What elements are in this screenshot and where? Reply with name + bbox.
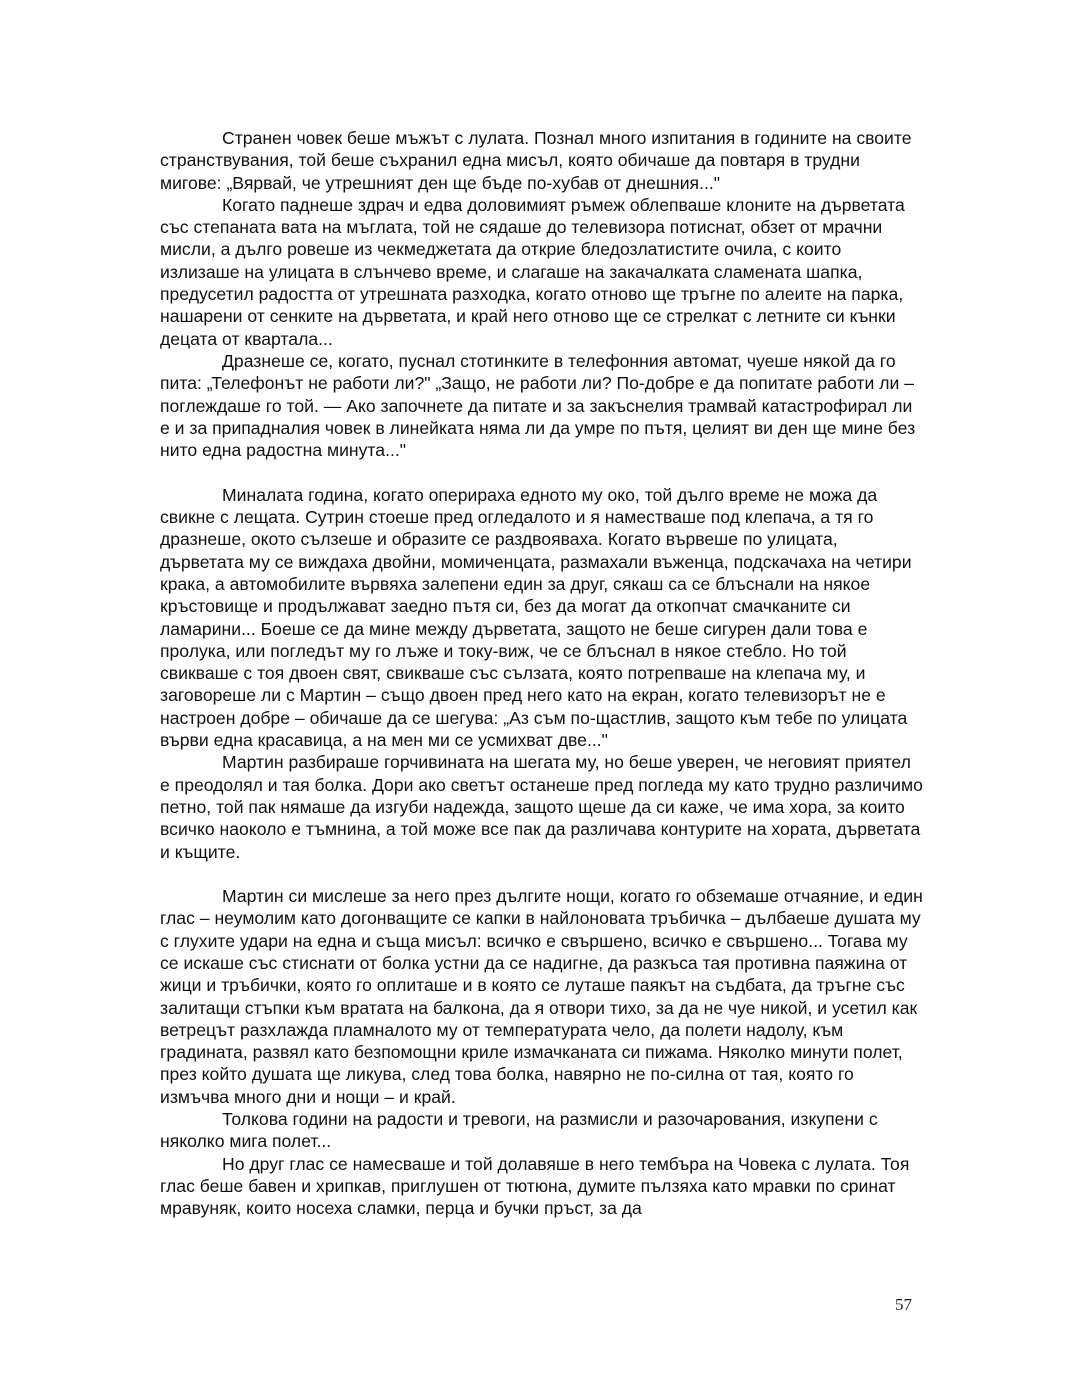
paragraph-2: Когато паднеше здрач и едва доловимият ръмеж облепваше клоните на дърветата със степаната вата на мъглата, той не сядаше до телевизора потиснат, обзет от мрачни мисли, а дълго ровеше из чекмеджетата да открие бледозлатистите очила, с които излизаше на улицата в слънчево време, и слагаше на закачалката сламената шапка, предусетил радостта от утрешната разходка, когато отново ще тръгне по алеите на парка, нашарени от сенките на дърветата, и край него отново ще се стрелкат с летните си кънки децата от квартала...: [160, 194, 905, 349]
paragraph-5: Мартин разбираше горчивината на шегата му, но беше уверен, че неговият приятел е преодолял и тая болка. Дори ако светът останеше пред погледа му като трудно различимо петно, той пак нямаше да изгуби надежда, защото щеше да си каже, че има хора, за които всичко наоколо е тъмнина, а той може все пак да различава контурите на хората, дърветата и къщите.: [160, 752, 923, 862]
paragraph-7: Толкова години на радости и тревоги, на размисли и разочарования, изкупени с няколко мига полет...: [160, 1109, 878, 1152]
paragraph-1: Странен човек беше мъжът с лулата. Познал много изпитания в годините на своите странствувания, той беше съхранил една мисъл, която обичаше да повтаря в трудни мигове: „Вярвай, че утрешният ден ще бъде по-хубав от днешния...": [160, 128, 912, 193]
paragraph-8: Но друг глас се намесваше и той долавяше в него тембъра на Човека с лулата. Тоя глас беше бавен и хрипкав, приглушен от тютюна, думите пълзяха като мравки по сринат мравуняк, които носеха сламки, перца и бучки пръст, за да: [160, 1153, 910, 1219]
paragraph-6: Мартин си мислеше за него през дългите нощи, когато го обземаше отчаяние, и един глас – неумолим като догонващите се капки в найлоновата тръбичка – дълбаеше душата му с глухите удари на една и съща мисъл: всичко е свършено, всичко е свършено... Тогава му се искаше със стиснати от болка устни да се надигне, да разкъса тая противна паяжина от жици и тръбички, която го оплиташе и в която се луташе паякът на съдбата, да тръгне със залитащи стъпки към вратата на балкона, да я отвори тихо, за да не чуе никой, и усетил как ветрецът разхлажда пламналото му от температурата чело, да полети надолу, към градината, развял като безпомощни криле измачканата си пижама. Няколко минути полет, през който душата ще ликува, след това болка, навярно не по-силна от тая, която го измъчва много дни и нощи – и край.: [160, 886, 923, 1107]
body-text: [160, 127, 925, 1220]
paragraph-3: Дразнеше се, когато, пуснал стотинките в телефонния автомат, чуеше някой да го пита: „Телефонът не работи ли?" „Защо, не работи ли? По-добре е да попитате работи ли – поглеждаше го той. — Ако започнете да питате и за закъснелия трамвай катастрофирал ли е и за припадналия човек в линейката няма ли да умре по пътя, целият ви ден ще мине без нито една радостна минута...": [160, 350, 916, 461]
page-number: 57: [895, 1295, 912, 1314]
paragraph-4: Миналата година, когато оперираха едното му око, той дълго време не можа да свикне с лещата. Сутрин стоеше пред огледалото и я наместваше под клепача, а тя го дразнеше, окото сълзеше и образите се раздвояваха. Когато вървеше по улицата, дърветата му се виждаха двойни, момиченцата, размахали въженца, подскачаха на четири крака, а автомобилите вървяха залепени един за друг, сякаш са се блъснали на някое кръстовище и продължават заедно пътя си, без да могат да откопчат смачканите си ламарини... Боеше се да мине между дърветата, защото не беше сигурен дали това е пролука, или погледът му го лъже и току-виж, че се блъснал в някое стебло. Но той свикваше с тоя двоен свят, свикваше със сълзата, която потрепваше на клепача му, и заговореше ли с Мартин – също двоен пред него като на екран, когато телевизорът не е настроен добре – обичаше да се шегува: „Аз съм по-щастлив, защото към тебе по улицата върви една красавица, а на мен ми се усмихват две...": [160, 484, 912, 751]
